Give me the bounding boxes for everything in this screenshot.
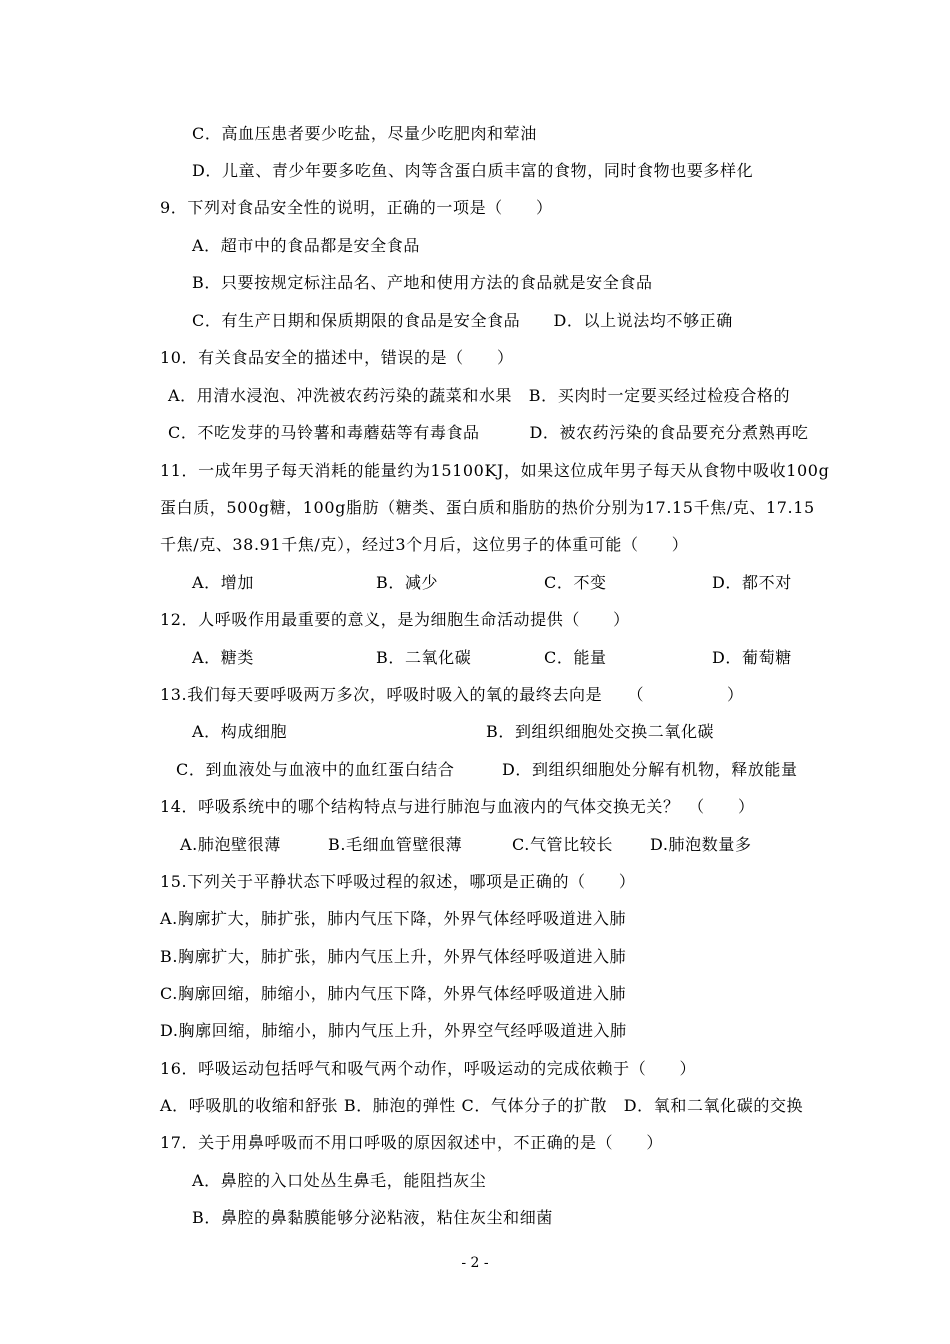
page-number: - 2 - (461, 1255, 489, 1271)
q11-stem-line2: 蛋白质，500g糖，100g脂肪（糖类、蛋白质和脂肪的热价分别为17.15千焦/克、17.15 (160, 498, 815, 517)
q14-option-b: B.毛细血管壁很薄 (328, 835, 463, 854)
q10-option-cd: C．不吃发芽的马铃薯和毒蘑菇等有毒食品 D．被农药污染的食品要充分煮熟再吃 (168, 423, 809, 442)
q16-stem: 16．呼吸运动包括呼气和吸气两个动作，呼吸运动的完成依赖于（ ） (160, 1059, 697, 1078)
q17-stem: 17．关于用鼻呼吸而不用口呼吸的原因叙述中，不正确的是（ ） (160, 1133, 663, 1152)
q17-option-b: B．鼻腔的鼻黏膜能够分泌粘液，粘住灰尘和细菌 (192, 1208, 553, 1227)
q13-option-b: B．到组织细胞处交换二氧化碳 (486, 722, 715, 741)
q15-option-b: B.胸廓扩大，肺扩张，肺内气压上升，外界气体经呼吸道进入肺 (160, 947, 627, 966)
q15-stem: 15.下列关于平静状态下呼吸过程的叙述，哪项是正确的（ ） (160, 872, 636, 891)
q11-option-d: D．都不对 (712, 573, 792, 592)
q9-stem: 9．下列对食品安全性的说明，正确的一项是（ ） (160, 198, 553, 217)
q14-option-d: D.肺泡数量多 (650, 835, 752, 854)
q11-option-c: C．不变 (544, 573, 607, 592)
q12-option-d: D．葡萄糖 (712, 648, 792, 667)
q9-option-a: A．超市中的食品都是安全食品 (192, 236, 420, 255)
q11-option-a: A．增加 (192, 573, 254, 592)
q16-options: A．呼吸肌的收缩和舒张 B．肺泡的弹性 C．气体分子的扩散 D．氧和二氧化碳的交换 (160, 1096, 804, 1115)
q12-option-c: C．能量 (544, 648, 607, 667)
q11-stem-line1: 11．一成年男子每天消耗的能量约为15100KJ，如果这位成年男子每天从食物中吸收100g (160, 461, 830, 480)
q11-stem-line3: 千焦/克、38.91千焦/克），经过3个月后，这位男子的体重可能（ ） (160, 535, 689, 554)
q10-option-ab: A．用清水浸泡、冲洗被农药污染的蔬菜和水果 B．买肉时一定要买经过检疫合格的 (168, 386, 791, 405)
q8-option-d: D．儿童、青少年要多吃鱼、肉等含蛋白质丰富的食物，同时食物也要多样化 (192, 161, 754, 180)
q14-stem: 14．呼吸系统中的哪个结构特点与进行肺泡与血液内的气体交换无关？ （ ） (160, 797, 755, 816)
q10-stem: 10．有关食品安全的描述中，错误的是（ ） (160, 348, 514, 367)
q14-option-a: A.肺泡壁很薄 (180, 835, 281, 854)
q12-option-a: A．糖类 (192, 648, 254, 667)
q14-option-c: C.气管比较长 (512, 835, 613, 854)
q9-option-cd: C．有生产日期和保质期限的食品是安全食品 D．以上说法均不够正确 (192, 311, 733, 330)
q15-option-d: D.胸廓回缩，肺缩小，肺内气压上升，外界空气经呼吸道进入肺 (160, 1021, 627, 1040)
q15-option-a: A.胸廓扩大，肺扩张，肺内气压下降，外界气体经呼吸道进入肺 (160, 909, 627, 928)
q13-stem: 13.我们每天要呼吸两万多次，呼吸时吸入的氧的最终去向是 （ ） (160, 685, 744, 704)
q13-option-a: A．构成细胞 (192, 722, 288, 741)
q12-stem: 12．人呼吸作用最重要的意义，是为细胞生命活动提供（ ） (160, 610, 630, 629)
q13-option-d: D．到组织细胞处分解有机物，释放能量 (502, 760, 798, 779)
q8-option-c: C．高血压患者要少吃盐，尽量少吃肥肉和荤油 (192, 124, 537, 143)
q17-option-a: A．鼻腔的入口处丛生鼻毛，能阻挡灰尘 (192, 1171, 487, 1190)
q12-option-b: B．二氧化碳 (376, 648, 472, 667)
q15-option-c: C.胸廓回缩，肺缩小，肺内气压下降，外界气体经呼吸道进入肺 (160, 984, 627, 1003)
q11-option-b: B．减少 (376, 573, 439, 592)
q13-option-c: C．到血液处与血液中的血红蛋白结合 (176, 760, 455, 779)
q9-option-b: B．只要按规定标注品名、产地和使用方法的食品就是安全食品 (192, 273, 653, 292)
